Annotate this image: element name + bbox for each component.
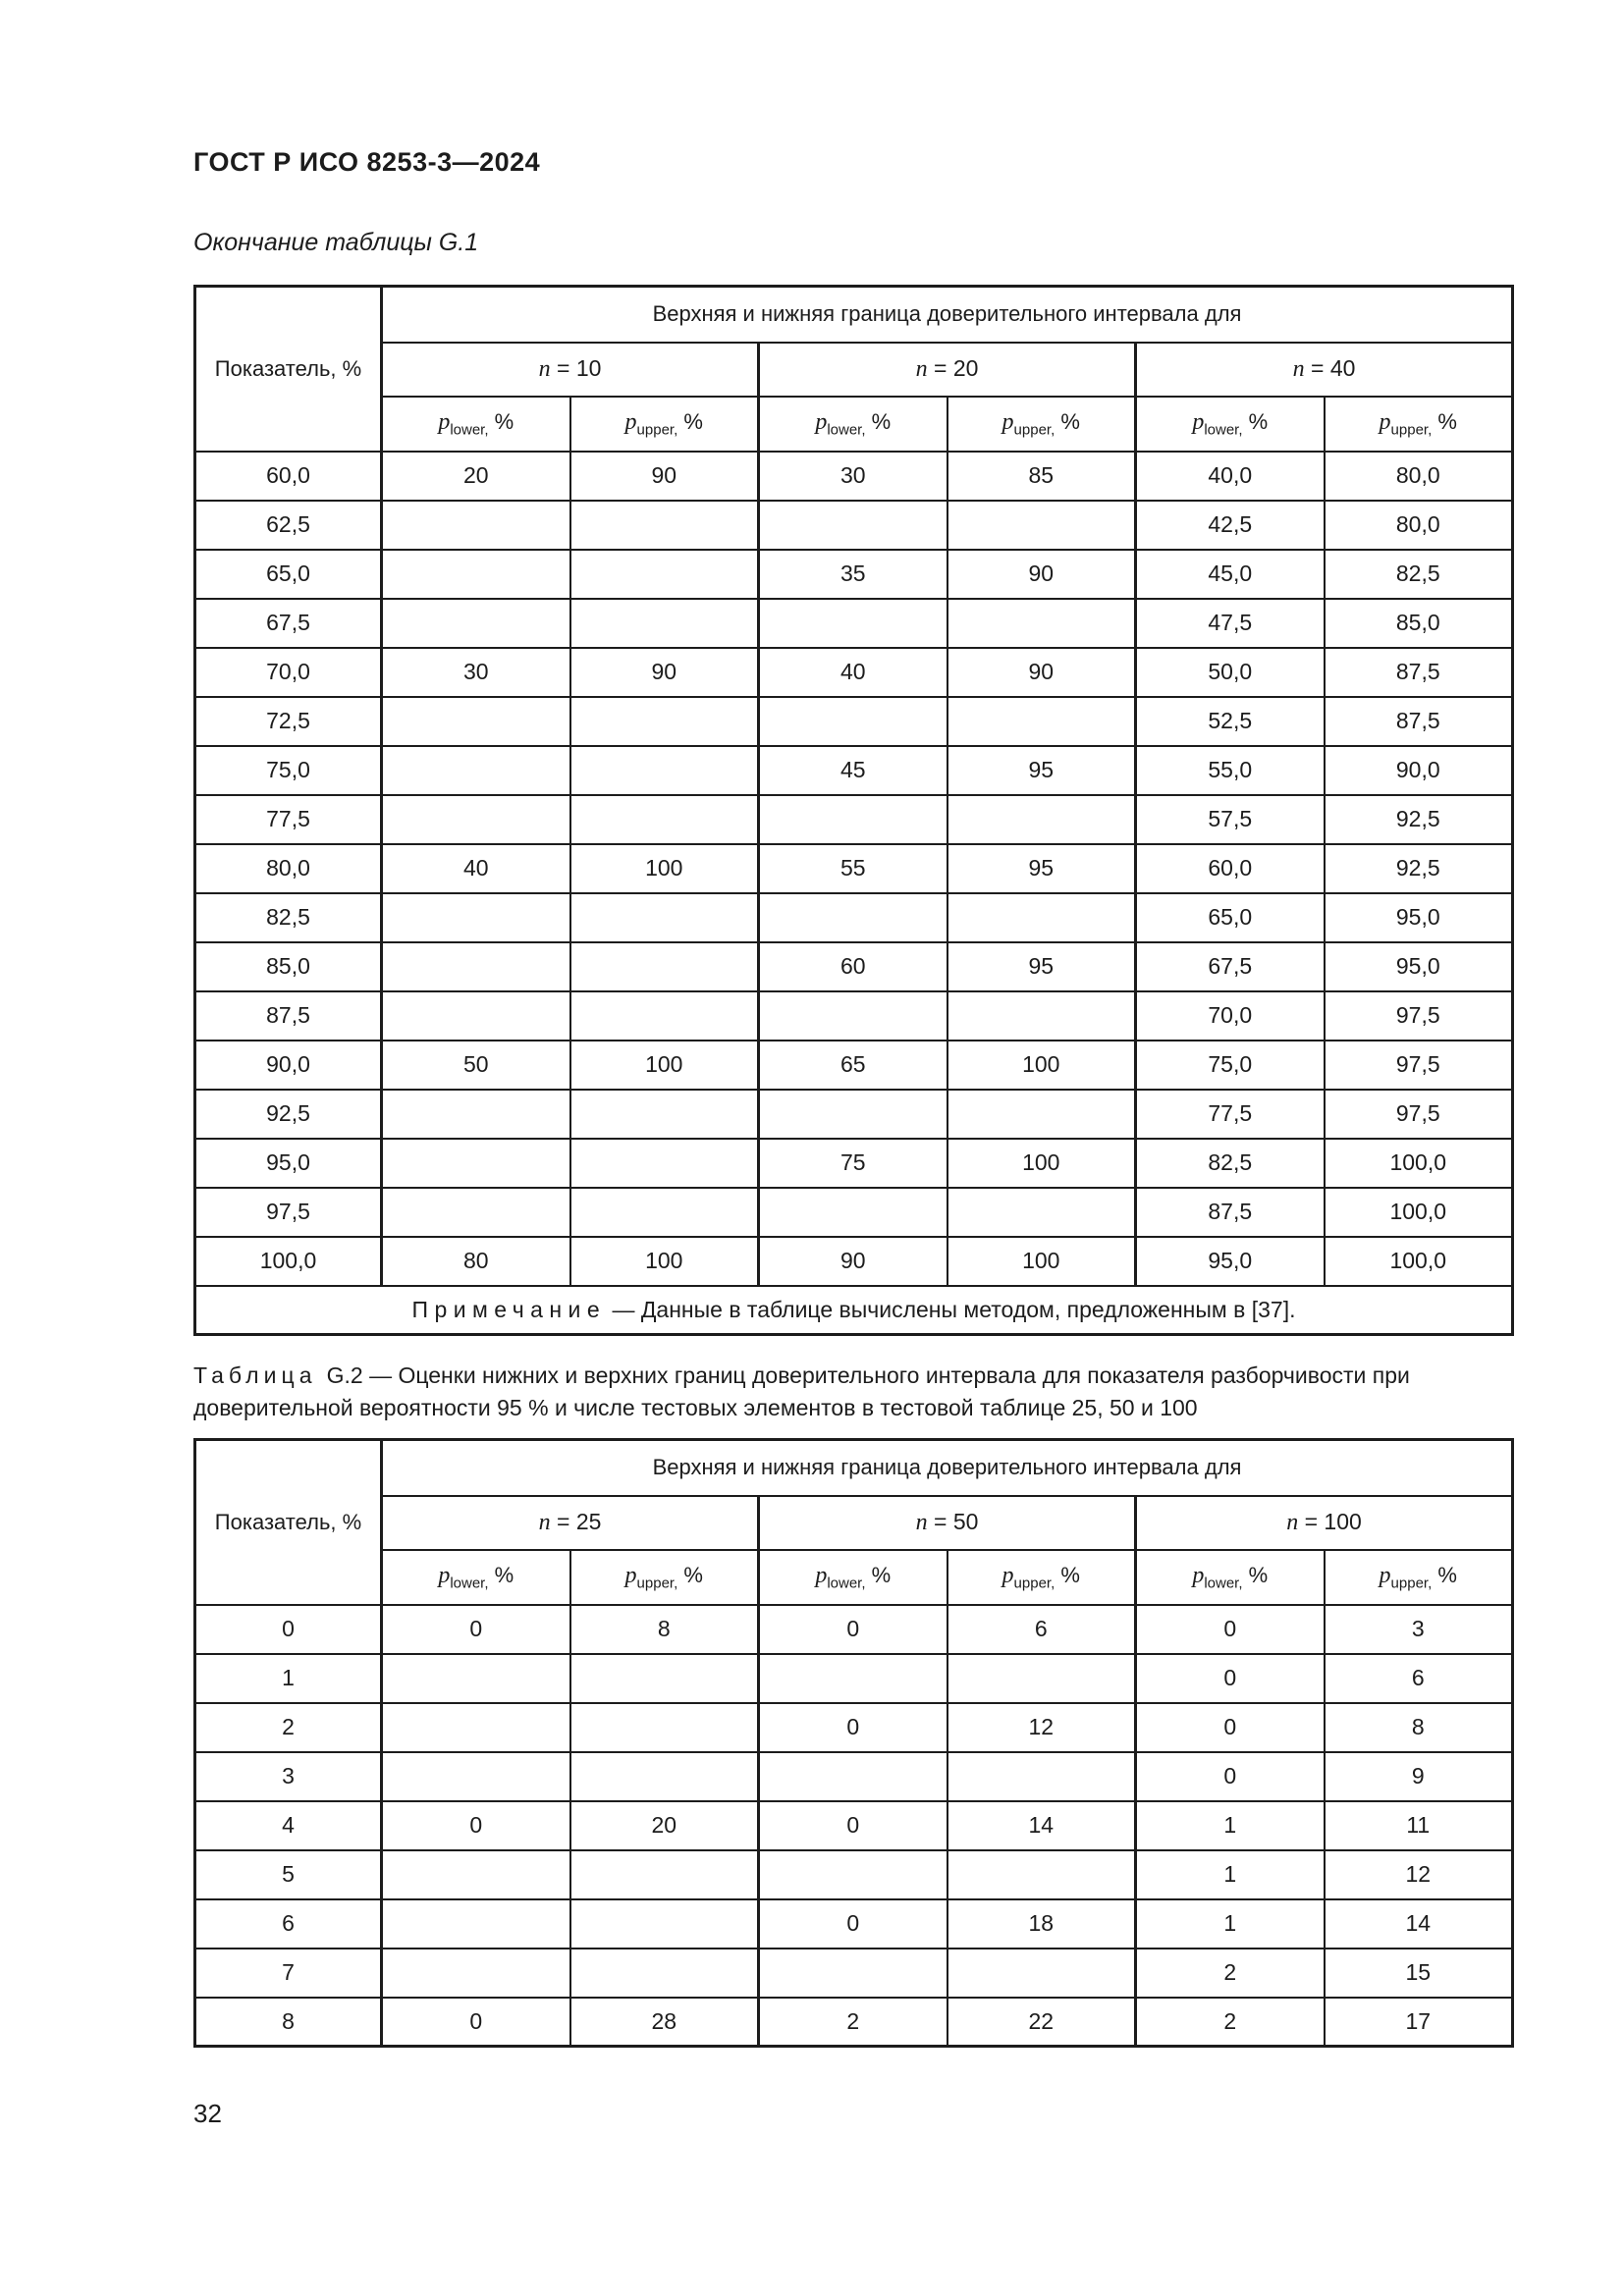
- group-header-n50: n = 50: [759, 1496, 1136, 1550]
- p-upper-header: $p_{upper,}$ %: [947, 1550, 1136, 1605]
- value-cell: [382, 1949, 570, 1998]
- group-header-n10: n = 10: [382, 343, 759, 397]
- value-cell: 90: [570, 452, 759, 501]
- value-cell: 100: [570, 1041, 759, 1090]
- value-cell: 87,5: [1325, 697, 1513, 746]
- indicator-cell: 90,0: [195, 1041, 382, 1090]
- value-cell: [382, 1139, 570, 1188]
- value-cell: 85,0: [1325, 599, 1513, 648]
- table-continuation-label: Окончание таблицы G.1: [193, 229, 479, 256]
- value-cell: [947, 599, 1136, 648]
- value-cell: [382, 893, 570, 942]
- value-cell: 0: [1136, 1654, 1325, 1703]
- value-cell: 100,0: [1325, 1188, 1513, 1237]
- indicator-cell: 85,0: [195, 942, 382, 991]
- value-cell: 60,0: [1136, 844, 1325, 893]
- value-cell: [759, 501, 947, 550]
- value-cell: [382, 501, 570, 550]
- caption-text: G.2 — Оценки нижних и верхних границ доверительного интервала для показателя разборчивости при доверительной вероятности 95 % и числе тестовых элементов в тестовой таблице 25, 50 и 100: [193, 1362, 1410, 1420]
- table-row: [195, 942, 1513, 991]
- table-row: [195, 1237, 1513, 1286]
- value-cell: [947, 795, 1136, 844]
- value-cell: 97,5: [1325, 1090, 1513, 1139]
- value-cell: [759, 697, 947, 746]
- value-cell: 18: [947, 1899, 1136, 1949]
- value-cell: 65: [759, 1041, 947, 1090]
- value-cell: 20: [382, 452, 570, 501]
- value-cell: 67,5: [1136, 942, 1325, 991]
- doc-code: ГОСТ Р ИСО 8253-3—2024: [193, 147, 541, 177]
- value-cell: 0: [759, 1605, 947, 1654]
- value-cell: 80,0: [1325, 452, 1513, 501]
- table-row: [195, 1188, 1513, 1237]
- p-upper-header: $p_{upper,}$ %: [570, 1550, 759, 1605]
- value-cell: 87,5: [1136, 1188, 1325, 1237]
- value-cell: [570, 1090, 759, 1139]
- value-cell: 95,0: [1136, 1237, 1325, 1286]
- value-cell: [570, 1850, 759, 1899]
- table-row: [195, 599, 1513, 648]
- value-cell: [570, 746, 759, 795]
- value-cell: 95: [947, 942, 1136, 991]
- caption-label: Таблица: [193, 1362, 317, 1388]
- value-cell: 6: [947, 1605, 1136, 1654]
- span-header: Верхняя и нижняя граница доверительного интервала для: [382, 1440, 1513, 1496]
- table-row: [195, 452, 1513, 501]
- value-cell: [382, 1090, 570, 1139]
- p-lower-header: $p_{lower,}$ %: [759, 1550, 947, 1605]
- value-cell: [570, 697, 759, 746]
- indicator-cell: 8: [195, 1998, 382, 2047]
- indicator-cell: 2: [195, 1703, 382, 1752]
- value-cell: 82,5: [1136, 1139, 1325, 1188]
- value-cell: [570, 1899, 759, 1949]
- table-g1-body: [195, 452, 1513, 1286]
- table-row: [195, 991, 1513, 1041]
- value-cell: 80,0: [1325, 501, 1513, 550]
- value-cell: [759, 795, 947, 844]
- indicator-cell: 80,0: [195, 844, 382, 893]
- table-row: [195, 1850, 1513, 1899]
- table-row: [195, 893, 1513, 942]
- value-cell: [947, 697, 1136, 746]
- value-cell: 30: [382, 648, 570, 697]
- value-cell: [570, 942, 759, 991]
- value-cell: 1: [1136, 1899, 1325, 1949]
- indicator-cell: 92,5: [195, 1090, 382, 1139]
- table-row: [195, 795, 1513, 844]
- table-row: [195, 1654, 1513, 1703]
- value-cell: 0: [1136, 1703, 1325, 1752]
- value-cell: 0: [1136, 1605, 1325, 1654]
- value-cell: [759, 1850, 947, 1899]
- indicator-column-header: Показатель, %: [195, 287, 382, 452]
- table-row: [195, 1605, 1513, 1654]
- value-cell: 95,0: [1325, 942, 1513, 991]
- value-cell: [759, 1188, 947, 1237]
- value-cell: 45,0: [1136, 550, 1325, 599]
- value-cell: 2: [1136, 1949, 1325, 1998]
- p-upper-header: $p_{upper,}$ %: [947, 397, 1136, 452]
- value-cell: 60: [759, 942, 947, 991]
- value-cell: 92,5: [1325, 795, 1513, 844]
- value-cell: 0: [1136, 1752, 1325, 1801]
- value-cell: 14: [1325, 1899, 1513, 1949]
- table-g1-header: [195, 287, 1513, 452]
- indicator-column-header: Показатель, %: [195, 1440, 382, 1605]
- value-cell: 0: [759, 1703, 947, 1752]
- indicator-cell: 0: [195, 1605, 382, 1654]
- value-cell: 65,0: [1136, 893, 1325, 942]
- value-cell: 42,5: [1136, 501, 1325, 550]
- indicator-cell: 65,0: [195, 550, 382, 599]
- value-cell: 100: [947, 1237, 1136, 1286]
- value-cell: 9: [1325, 1752, 1513, 1801]
- value-cell: 15: [1325, 1949, 1513, 1998]
- table-row: [195, 1090, 1513, 1139]
- indicator-cell: 7: [195, 1949, 382, 1998]
- confidence-table-g1: [193, 285, 1514, 1336]
- p-upper-header: $p_{upper,}$ %: [1325, 397, 1513, 452]
- value-cell: 90: [947, 648, 1136, 697]
- value-cell: [570, 893, 759, 942]
- indicator-cell: 95,0: [195, 1139, 382, 1188]
- value-cell: 50: [382, 1041, 570, 1090]
- table-row: [195, 1949, 1513, 1998]
- table-row: [195, 1139, 1513, 1188]
- indicator-cell: 60,0: [195, 452, 382, 501]
- value-cell: [947, 1949, 1136, 1998]
- table-row: [195, 1801, 1513, 1850]
- value-cell: 3: [1325, 1605, 1513, 1654]
- value-cell: 75,0: [1136, 1041, 1325, 1090]
- p-upper-header: $p_{upper,}$ %: [1325, 1550, 1513, 1605]
- value-cell: 1: [1136, 1850, 1325, 1899]
- value-cell: 0: [382, 1998, 570, 2047]
- value-cell: 2: [1136, 1998, 1325, 2047]
- value-cell: 90,0: [1325, 746, 1513, 795]
- note-row: [195, 1286, 1513, 1335]
- value-cell: [947, 1188, 1136, 1237]
- value-cell: 100: [570, 844, 759, 893]
- value-cell: [759, 893, 947, 942]
- value-cell: 97,5: [1325, 1041, 1513, 1090]
- table-row: [195, 844, 1513, 893]
- value-cell: 57,5: [1136, 795, 1325, 844]
- indicator-cell: 72,5: [195, 697, 382, 746]
- value-cell: 82,5: [1325, 550, 1513, 599]
- value-cell: 0: [382, 1605, 570, 1654]
- value-cell: [382, 1703, 570, 1752]
- value-cell: 100: [570, 1237, 759, 1286]
- value-cell: 100,0: [1325, 1139, 1513, 1188]
- value-cell: 30: [759, 452, 947, 501]
- value-cell: [570, 795, 759, 844]
- value-cell: [570, 550, 759, 599]
- value-cell: [570, 501, 759, 550]
- indicator-cell: 67,5: [195, 599, 382, 648]
- group-header-n40: n = 40: [1136, 343, 1513, 397]
- table-g1-note: [195, 1286, 1513, 1335]
- indicator-cell: 5: [195, 1850, 382, 1899]
- note-cell: [195, 1286, 1513, 1335]
- indicator-cell: 3: [195, 1752, 382, 1801]
- value-cell: 8: [1325, 1703, 1513, 1752]
- p-lower-header: $p_{lower,}$ %: [382, 1550, 570, 1605]
- value-cell: [382, 1752, 570, 1801]
- value-cell: [382, 1654, 570, 1703]
- indicator-cell: 77,5: [195, 795, 382, 844]
- value-cell: [570, 1654, 759, 1703]
- group-header-n20: n = 20: [759, 343, 1136, 397]
- value-cell: [759, 1090, 947, 1139]
- value-cell: 22: [947, 1998, 1136, 2047]
- value-cell: [947, 501, 1136, 550]
- value-cell: 17: [1325, 1998, 1513, 2047]
- indicator-cell: 6: [195, 1899, 382, 1949]
- value-cell: 8: [570, 1605, 759, 1654]
- value-cell: 40: [382, 844, 570, 893]
- table-caption-g2: [193, 1360, 1511, 1424]
- value-cell: [570, 1703, 759, 1752]
- value-cell: 0: [382, 1801, 570, 1850]
- value-cell: 90: [759, 1237, 947, 1286]
- table-row: [195, 1041, 1513, 1090]
- value-cell: 55,0: [1136, 746, 1325, 795]
- value-cell: 87,5: [1325, 648, 1513, 697]
- value-cell: [759, 1654, 947, 1703]
- value-cell: [382, 746, 570, 795]
- value-cell: [759, 599, 947, 648]
- indicator-cell: 62,5: [195, 501, 382, 550]
- table-row: [195, 697, 1513, 746]
- value-cell: 75: [759, 1139, 947, 1188]
- value-cell: 97,5: [1325, 991, 1513, 1041]
- value-cell: 100,0: [1325, 1237, 1513, 1286]
- p-lower-header: $p_{lower,}$ %: [759, 397, 947, 452]
- page-number: 32: [193, 2099, 222, 2128]
- table-g2-header: [195, 1440, 1513, 1605]
- value-cell: 11: [1325, 1801, 1513, 1850]
- value-cell: 100: [947, 1139, 1136, 1188]
- confidence-table-g2: [193, 1438, 1514, 2048]
- value-cell: 0: [759, 1899, 947, 1949]
- value-cell: [382, 599, 570, 648]
- indicator-cell: 97,5: [195, 1188, 382, 1237]
- value-cell: 6: [1325, 1654, 1513, 1703]
- value-cell: 100: [947, 1041, 1136, 1090]
- value-cell: 77,5: [1136, 1090, 1325, 1139]
- value-cell: 90: [570, 648, 759, 697]
- value-cell: 20: [570, 1801, 759, 1850]
- value-cell: 70,0: [1136, 991, 1325, 1041]
- indicator-cell: 1: [195, 1654, 382, 1703]
- value-cell: 35: [759, 550, 947, 599]
- value-cell: 2: [759, 1998, 947, 2047]
- table-row: [195, 1703, 1513, 1752]
- value-cell: [570, 1752, 759, 1801]
- value-cell: [570, 991, 759, 1041]
- value-cell: [382, 942, 570, 991]
- value-cell: 55: [759, 844, 947, 893]
- value-cell: 28: [570, 1998, 759, 2047]
- indicator-cell: 82,5: [195, 893, 382, 942]
- value-cell: 92,5: [1325, 844, 1513, 893]
- note-label: Примечание: [411, 1296, 607, 1322]
- indicator-cell: 70,0: [195, 648, 382, 697]
- value-cell: 95,0: [1325, 893, 1513, 942]
- indicator-cell: 75,0: [195, 746, 382, 795]
- p-lower-header: $p_{lower,}$ %: [1136, 397, 1325, 452]
- value-cell: 95: [947, 746, 1136, 795]
- p-lower-header: $p_{lower,}$ %: [382, 397, 570, 452]
- group-header-n100: n = 100: [1136, 1496, 1513, 1550]
- table-row: [195, 746, 1513, 795]
- value-cell: [382, 991, 570, 1041]
- group-header-n25: n = 25: [382, 1496, 759, 1550]
- value-cell: [947, 1752, 1136, 1801]
- value-cell: [382, 1850, 570, 1899]
- value-cell: 47,5: [1136, 599, 1325, 648]
- value-cell: [570, 1949, 759, 1998]
- table-row: [195, 648, 1513, 697]
- table-row: [195, 501, 1513, 550]
- value-cell: [382, 795, 570, 844]
- table-row: [195, 1899, 1513, 1949]
- value-cell: [759, 1949, 947, 1998]
- value-cell: 80: [382, 1237, 570, 1286]
- value-cell: 90: [947, 550, 1136, 599]
- table-row: [195, 550, 1513, 599]
- indicator-cell: 87,5: [195, 991, 382, 1041]
- value-cell: [947, 991, 1136, 1041]
- value-cell: [947, 893, 1136, 942]
- value-cell: [570, 1139, 759, 1188]
- value-cell: [759, 1752, 947, 1801]
- table-row: [195, 1998, 1513, 2047]
- value-cell: [570, 1188, 759, 1237]
- value-cell: [570, 599, 759, 648]
- value-cell: 52,5: [1136, 697, 1325, 746]
- value-cell: 50,0: [1136, 648, 1325, 697]
- value-cell: [382, 697, 570, 746]
- value-cell: [382, 550, 570, 599]
- value-cell: 95: [947, 844, 1136, 893]
- note-text: — Данные в таблице вычислены методом, предложенным в [37].: [606, 1296, 1296, 1322]
- indicator-cell: 100,0: [195, 1237, 382, 1286]
- span-header: Верхняя и нижняя граница доверительного интервала для: [382, 287, 1513, 343]
- value-cell: [382, 1899, 570, 1949]
- value-cell: [947, 1090, 1136, 1139]
- value-cell: [759, 991, 947, 1041]
- indicator-cell: 4: [195, 1801, 382, 1850]
- value-cell: [947, 1654, 1136, 1703]
- value-cell: 14: [947, 1801, 1136, 1850]
- value-cell: 45: [759, 746, 947, 795]
- value-cell: 85: [947, 452, 1136, 501]
- value-cell: 0: [759, 1801, 947, 1850]
- value-cell: [382, 1188, 570, 1237]
- p-upper-header: $p_{upper,}$ %: [570, 397, 759, 452]
- value-cell: 1: [1136, 1801, 1325, 1850]
- value-cell: [947, 1850, 1136, 1899]
- table-row: [195, 1752, 1513, 1801]
- value-cell: 40,0: [1136, 452, 1325, 501]
- value-cell: 40: [759, 648, 947, 697]
- value-cell: 12: [947, 1703, 1136, 1752]
- p-lower-header: $p_{lower,}$ %: [1136, 1550, 1325, 1605]
- table-g2-body: [195, 1605, 1513, 2047]
- value-cell: 12: [1325, 1850, 1513, 1899]
